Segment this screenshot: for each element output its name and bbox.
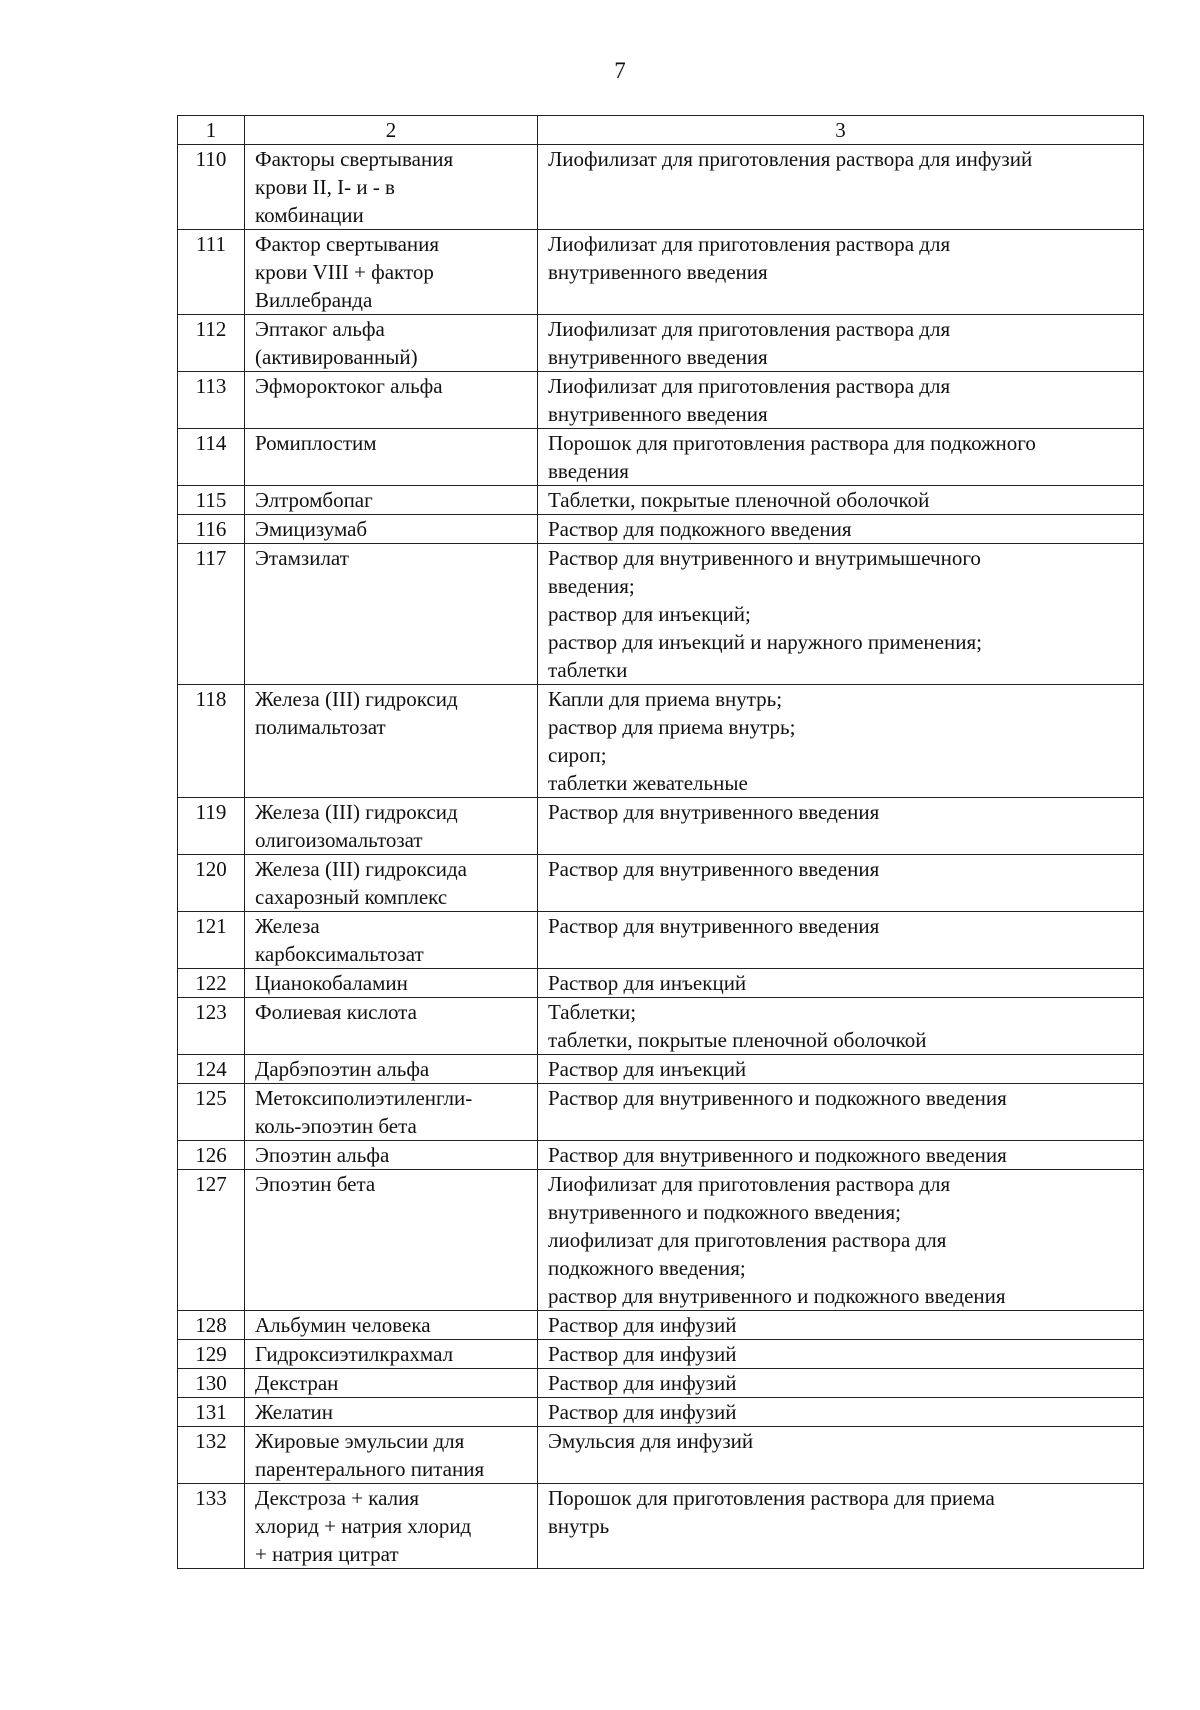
drug-name: Этамзилат [245,544,538,685]
drug-table [177,115,1144,1569]
drug-name: Дарбэпоэтин альфа [245,1055,538,1084]
drug-name: Факторы свертывания крови II, I- и - в комбинации [245,145,538,230]
drug-name: Цианокобаламин [245,969,538,998]
page-number: 7 [614,58,626,83]
table-row [178,1311,1144,1340]
dosage-form: Лиофилизат для приготовления раствора для инфузий [538,145,1144,230]
dosage-form: Лиофилизат для приготовления раствора для внутривенного введения [538,315,1144,372]
dosage-form: Раствор для внутривенного и подкожного введения [538,1084,1144,1141]
row-number: 111 [178,230,245,315]
column-header-2: 2 [245,116,538,145]
drug-name: Декстран [245,1369,538,1398]
table-row [178,515,1144,544]
row-number: 128 [178,1311,245,1340]
table-row [178,315,1144,372]
table-row [178,429,1144,486]
table-row [178,544,1144,685]
drug-name: Фактор свертывания крови VIII + фактор Виллебранда [245,230,538,315]
row-number: 129 [178,1340,245,1369]
row-number: 116 [178,515,245,544]
row-number: 110 [178,145,245,230]
dosage-form: Лиофилизат для приготовления раствора для внутривенного и подкожного введения; лиофилизат для приготовления раствора для подкожного введения; раствор для внутривенного и подкожного введения [538,1170,1144,1311]
table-row [178,145,1144,230]
table-body [178,116,1144,1569]
drug-name: Железа (III) гидроксид олигоизомальтозат [245,798,538,855]
table-row [178,855,1144,912]
drug-name: Жировые эмульсии для парентерального питания [245,1427,538,1484]
table-row [178,912,1144,969]
table-row [178,798,1144,855]
row-number: 119 [178,798,245,855]
table-row [178,998,1144,1055]
drug-name: Железа карбоксимальтозат [245,912,538,969]
drug-name: Эпоэтин бета [245,1170,538,1311]
drug-name: Железа (III) гидроксида сахарозный комплекс [245,855,538,912]
dosage-form: Лиофилизат для приготовления раствора для внутривенного введения [538,372,1144,429]
table-row [178,1141,1144,1170]
table-row [178,1369,1144,1398]
row-number: 127 [178,1170,245,1311]
column-header-3: 3 [538,116,1144,145]
row-number: 123 [178,998,245,1055]
table-row [178,486,1144,515]
drug-name: Декстроза + калия хлорид + натрия хлорид + натрия цитрат [245,1484,538,1569]
drug-name: Ромиплостим [245,429,538,486]
table-row [178,1084,1144,1141]
row-number: 112 [178,315,245,372]
row-number: 131 [178,1398,245,1427]
table-row [178,372,1144,429]
drug-name: Эфмороктоког альфа [245,372,538,429]
dosage-form: Раствор для внутривенного и внутримышечного введения; раствор для инъекций; раствор для инъекций и наружного применения; таблетки [538,544,1144,685]
row-number: 115 [178,486,245,515]
dosage-form: Раствор для внутривенного и подкожного введения [538,1141,1144,1170]
drug-name: Гидроксиэтилкрахмал [245,1340,538,1369]
dosage-form: Раствор для инфузий [538,1340,1144,1369]
table-row [178,1398,1144,1427]
row-number: 133 [178,1484,245,1569]
table-row [178,1055,1144,1084]
row-number: 124 [178,1055,245,1084]
table-row [178,969,1144,998]
table-row [178,685,1144,798]
dosage-form: Раствор для подкожного введения [538,515,1144,544]
row-number: 121 [178,912,245,969]
dosage-form: Раствор для внутривенного введения [538,912,1144,969]
dosage-form: Эмульсия для инфузий [538,1427,1144,1484]
row-number: 122 [178,969,245,998]
row-number: 125 [178,1084,245,1141]
dosage-form: Порошок для приготовления раствора для приема внутрь [538,1484,1144,1569]
dosage-form: Лиофилизат для приготовления раствора для внутривенного введения [538,230,1144,315]
row-number: 130 [178,1369,245,1398]
row-number: 132 [178,1427,245,1484]
row-number: 126 [178,1141,245,1170]
column-header-1: 1 [178,116,245,145]
table-row [178,1427,1144,1484]
drug-name: Эмицизумаб [245,515,538,544]
drug-name: Элтромбопаг [245,486,538,515]
table-row [178,1484,1144,1569]
dosage-form: Раствор для внутривенного введения [538,855,1144,912]
dosage-form: Раствор для инфузий [538,1369,1144,1398]
drug-name: Метоксиполиэтиленгли- коль-эпоэтин бета [245,1084,538,1141]
row-number: 114 [178,429,245,486]
dosage-form: Раствор для инъекций [538,969,1144,998]
table-row [178,230,1144,315]
dosage-form: Раствор для инфузий [538,1398,1144,1427]
row-number: 118 [178,685,245,798]
dosage-form: Капли для приема внутрь; раствор для приема внутрь; сироп; таблетки жевательные [538,685,1144,798]
dosage-form: Таблетки; таблетки, покрытые пленочной оболочкой [538,998,1144,1055]
dosage-form: Раствор для инфузий [538,1311,1144,1340]
drug-name: Эпоэтин альфа [245,1141,538,1170]
table-row [178,1340,1144,1369]
table-header-row [178,116,1144,145]
dosage-form: Раствор для внутривенного введения [538,798,1144,855]
drug-name: Фолиевая кислота [245,998,538,1055]
dosage-form: Таблетки, покрытые пленочной оболочкой [538,486,1144,515]
drug-name: Альбумин человека [245,1311,538,1340]
row-number: 117 [178,544,245,685]
drug-name: Железа (III) гидроксид полимальтозат [245,685,538,798]
row-number: 113 [178,372,245,429]
drug-name: Желатин [245,1398,538,1427]
dosage-form: Раствор для инъекций [538,1055,1144,1084]
table-row [178,1170,1144,1311]
drug-name: Эптаког альфа (активированный) [245,315,538,372]
row-number: 120 [178,855,245,912]
dosage-form: Порошок для приготовления раствора для подкожного введения [538,429,1144,486]
